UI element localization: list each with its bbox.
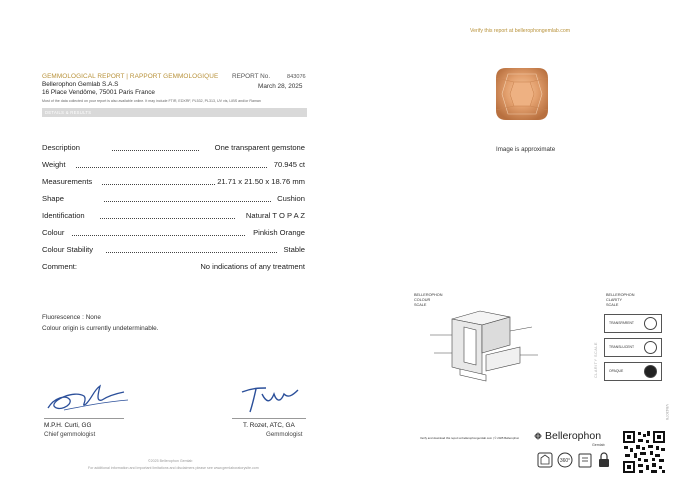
brand-sub: Gemlab bbox=[592, 443, 605, 447]
leader-dots bbox=[102, 183, 215, 185]
detail-label: Measurements bbox=[42, 177, 93, 186]
signature-curti bbox=[44, 380, 134, 420]
detail-row-shape bbox=[42, 194, 305, 205]
detail-row-identification bbox=[42, 211, 305, 222]
side-report-code: V843076 bbox=[665, 404, 670, 421]
leader-dots bbox=[106, 251, 277, 253]
detail-row-colour-stability bbox=[42, 245, 305, 256]
detail-value: No indications of any treatment bbox=[200, 262, 305, 271]
svg-text:360°: 360° bbox=[559, 458, 571, 464]
origin-note: Colour origin is currently undeterminable. bbox=[42, 325, 159, 332]
detail-row-description bbox=[42, 143, 305, 154]
detail-value: 21.71 x 21.50 x 18.76 mm bbox=[217, 177, 305, 186]
feature-icons-row bbox=[537, 450, 615, 470]
detail-label: Weight bbox=[42, 160, 66, 169]
gemstone-image bbox=[492, 64, 552, 124]
company-address: 16 Place Vendôme, 75001 Paris France bbox=[42, 89, 155, 96]
detail-row-measurements bbox=[42, 177, 305, 188]
details-bar bbox=[42, 108, 307, 117]
details-bar-label: DETAILS & RESULTS bbox=[45, 109, 92, 115]
detail-label: Description bbox=[42, 143, 80, 152]
qr-code[interactable] bbox=[622, 430, 666, 474]
clarity-row-transparent bbox=[604, 314, 662, 333]
detail-label: Comment: bbox=[42, 262, 78, 271]
detail-row-colour bbox=[42, 228, 305, 239]
bellerophon-logo-icon bbox=[532, 430, 544, 442]
leader-dots bbox=[112, 149, 199, 151]
signer-name-left: M.P.H. Curti, GG bbox=[44, 422, 92, 429]
signature-line-right bbox=[232, 418, 306, 419]
company-name: Bellerophon Gemlab S.A.S bbox=[42, 81, 119, 88]
footer-copyright: ©2025 Bellerophon Gemlab bbox=[148, 459, 193, 463]
footer-info: For additional information and important limitations and disclaimers please see www.gemlaboratorysite.com bbox=[88, 466, 259, 470]
detail-value: Pinkish Orange bbox=[253, 228, 305, 237]
clarity-row-label: TRANSLUCENT bbox=[609, 345, 635, 349]
clarity-indicator bbox=[644, 317, 657, 330]
bottom-fine-print: Verify and download this report at bellerophongemlab.com | © 2025 Bellerophon bbox=[420, 436, 520, 440]
detail-label: Identification bbox=[42, 211, 85, 220]
clarity-indicator bbox=[644, 341, 657, 354]
brand-name: Bellerophon bbox=[545, 430, 602, 442]
detail-value: One transparent gemstone bbox=[214, 143, 305, 152]
colour-scale-label: BELLEROPHON COLOUR SCALE bbox=[414, 293, 443, 307]
detail-row-weight bbox=[42, 160, 305, 171]
report-title: GEMMOLOGICAL REPORT | RAPPORT GEMMOLOGIQUE bbox=[42, 73, 219, 80]
detail-value: Natural T O P A Z bbox=[245, 211, 305, 220]
fluorescence-note: Fluorescence : None bbox=[42, 314, 101, 321]
detail-label: Colour bbox=[42, 228, 65, 237]
signer-role-left: Chief gemmologist bbox=[44, 431, 96, 438]
signer-role-right: Gemmologist bbox=[266, 431, 303, 438]
detail-value: Stable bbox=[283, 245, 305, 254]
detail-label: Colour Stability bbox=[42, 245, 94, 254]
online-data-note: Most of the data collected on your report is also available online. It may include FTIR, EDXRF, PL532, PL313, UV vis, LIBS and/or Raman bbox=[42, 99, 261, 103]
clarity-indicator bbox=[644, 365, 657, 378]
image-caption: Image is approximate bbox=[496, 146, 556, 153]
clarity-row-opaque bbox=[604, 362, 662, 381]
detail-row-comment bbox=[42, 262, 305, 273]
clarity-vertical-label: CLARITY SCALE bbox=[594, 342, 598, 378]
leader-dots bbox=[72, 234, 245, 236]
signature-rozet bbox=[236, 380, 306, 418]
leader-dots bbox=[76, 166, 267, 168]
report-number-label: REPORT No. bbox=[232, 73, 271, 80]
clarity-row-label: OPAQUE bbox=[609, 369, 624, 373]
colour-scale-diagram bbox=[420, 305, 560, 385]
detail-value: Cushion bbox=[277, 194, 305, 203]
report-number: 843076 bbox=[287, 74, 306, 80]
detail-label: Shape bbox=[42, 194, 64, 203]
leader-dots bbox=[104, 200, 271, 202]
clarity-scale-label: BELLEROPHON CLARITY SCALE bbox=[606, 293, 635, 307]
clarity-row-translucent bbox=[604, 338, 662, 357]
detail-value: 70.945 ct bbox=[273, 160, 305, 169]
signer-name-right: T. Rozet, ATC, GA bbox=[243, 422, 295, 429]
leader-dots bbox=[100, 217, 235, 219]
clarity-row-label: TRANSPARENT bbox=[609, 321, 634, 325]
signature-line-left bbox=[44, 418, 124, 419]
verify-link[interactable]: Verify this report at bellerophongemlab.com bbox=[470, 28, 571, 34]
report-date: March 28, 2025 bbox=[258, 83, 303, 90]
